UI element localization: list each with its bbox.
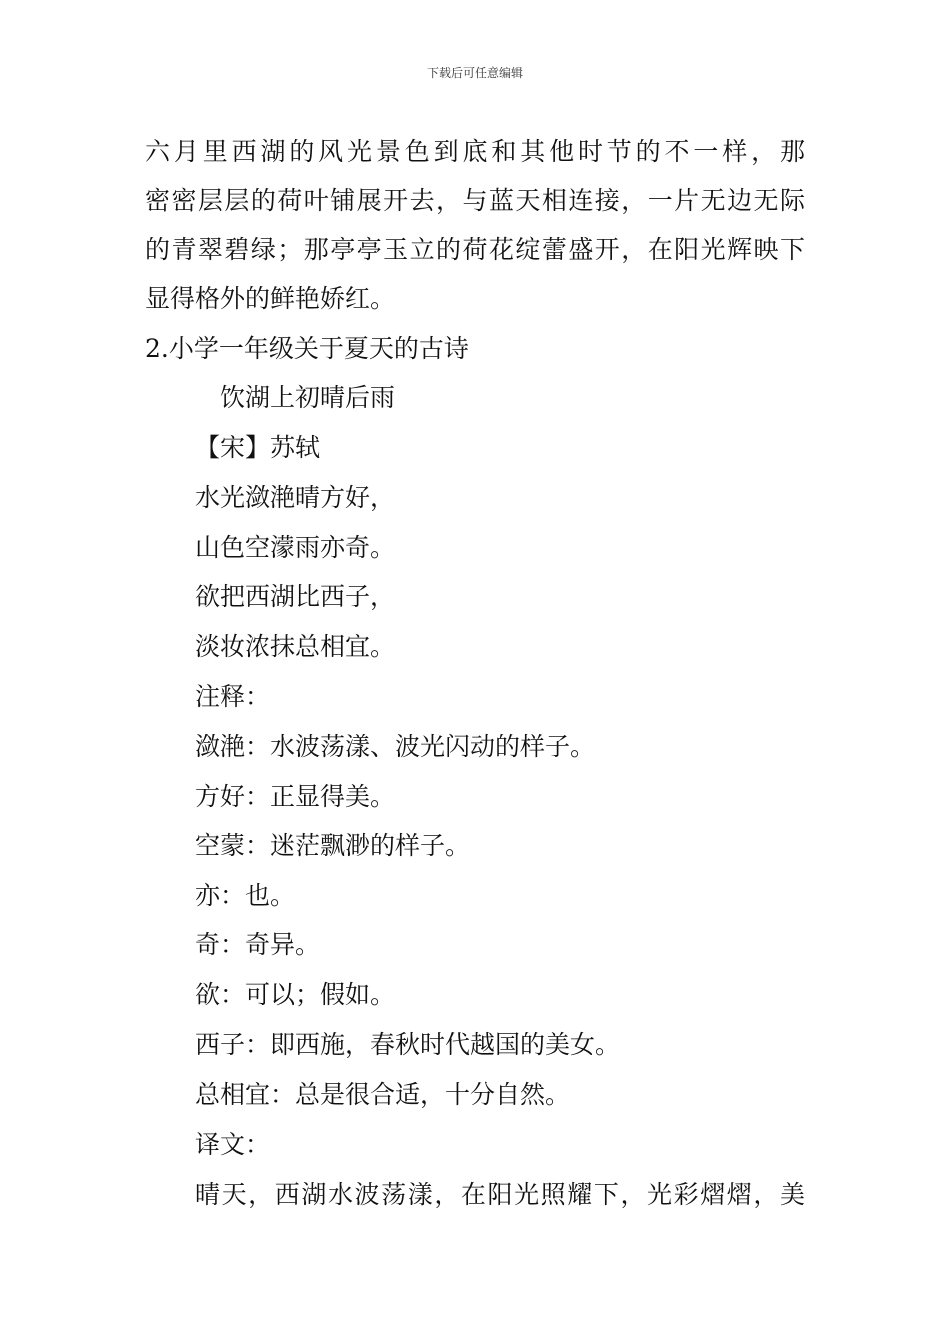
notes-label: 注释： (195, 682, 271, 711)
poem-line: 淡妆浓抹总相宜。 (195, 632, 396, 661)
translation-label: 译文： (195, 1130, 271, 1159)
poem-line: 山色空濛雨亦奇。 (195, 533, 396, 562)
paragraph-line: 密密层层的荷叶铺展开去，与蓝天相连接，一片无边无际 (145, 186, 805, 215)
paragraph-line: 的青翠碧绿；那亭亭玉立的荷花绽蕾盛开，在阳光辉映下 (145, 235, 805, 264)
poem-title: 饮湖上初晴后雨 (220, 383, 396, 412)
note-item: 空蒙：迷茫飘渺的样子。 (195, 831, 471, 860)
note-item: 欲：可以；假如。 (195, 980, 396, 1009)
note-item: 西子：即西施，春秋时代越国的美女。 (195, 1030, 621, 1059)
section-heading: 2.小学一年级关于夏天的古诗 (145, 334, 469, 363)
note-item: 方好：正显得美。 (195, 782, 396, 811)
paragraph-line: 显得格外的鲜艳娇红。 (145, 284, 396, 313)
translation-line: 晴天，西湖水波荡漾，在阳光照耀下，光彩熠熠，美 (195, 1180, 805, 1209)
note-item: 奇：奇异。 (195, 930, 321, 959)
poem-author: 【宋】苏轼 (195, 433, 321, 462)
poem-line: 水光潋滟晴方好， (195, 483, 396, 512)
page-header: 下载后可任意编辑 (426, 66, 523, 80)
note-item: 潋滟：水波荡漾、波光闪动的样子。 (195, 732, 596, 761)
poem-line: 欲把西湖比西子， (195, 582, 396, 611)
note-item: 总相宜：总是很合适，十分自然。 (195, 1080, 571, 1109)
paragraph-line: 六月里西湖的风光景色到底和其他时节的不一样，那 (145, 137, 805, 166)
note-item: 亦：也。 (195, 881, 296, 910)
